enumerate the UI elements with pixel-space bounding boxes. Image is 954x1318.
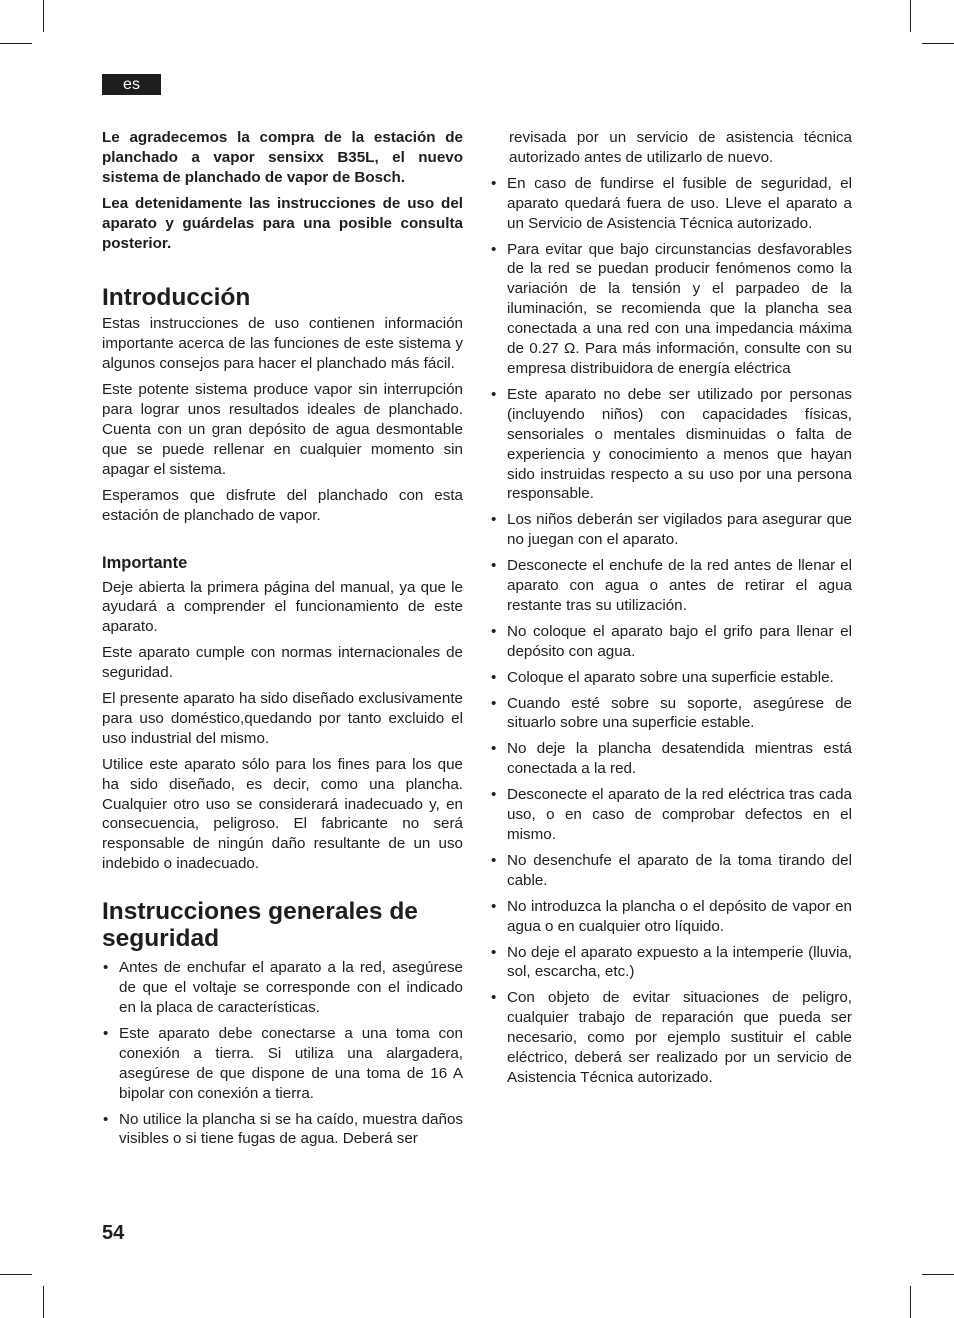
- paragraph: Esperamos que disfrute del planchado con esta estación de planchado de vapor.: [102, 486, 463, 524]
- crop-mark: [43, 1286, 44, 1318]
- heading-introduccion: Introducción: [102, 284, 251, 312]
- page-number: 54: [102, 1222, 125, 1244]
- list-item: • Desconecte el enchufe de la red antes de llenar el aparato con agua o antes de retirar el agua restante tras su utilización.: [490, 556, 852, 616]
- list-item: • No desenchufe el aparato de la toma tirando del cable.: [490, 851, 852, 891]
- heading-importante: Importante: [102, 553, 188, 572]
- crop-mark: [910, 0, 911, 32]
- paragraph: Este potente sistema produce vapor sin interrupción para lograr unos resultados ideales de planchado. Cuenta con un gran depósito de agua desmontable que se puede rellenar en cualquier momento sin apagar el sistema.: [102, 381, 463, 478]
- language-tag: es: [102, 74, 161, 95]
- paragraph: Este aparato cumple con normas internacionales de seguridad.: [102, 644, 463, 682]
- crop-mark: [0, 43, 32, 44]
- list-item: • No deje la plancha desatendida mientras está conectada a la red.: [490, 739, 852, 779]
- paragraph: Deje abierta la primera página del manual, ya que le ayudará a comprender el funcionamiento de este aparato.: [102, 578, 463, 636]
- crop-mark: [922, 43, 954, 44]
- safety-list: [102, 958, 463, 1149]
- list-item: • En caso de fundirse el fusible de seguridad, el aparato quedará fuera de uso. Lleve el aparato a un Servicio de Asistencia Técnica autorizado.: [490, 174, 852, 234]
- intro-thanks: Le agradecemos la compra de la estación de planchado a vapor sensixx B35L, el nuevo sistema de planchado de vapor de Bosch.: [102, 129, 463, 186]
- continuation-text: revisada por un servicio de asistencia técnica autorizado antes de utilizarlo de nuevo.: [509, 129, 852, 166]
- list-item: • Cuando esté sobre su soporte, asegúrese de situarlo sobre una superficie estable.: [490, 694, 852, 734]
- list-item: • Para evitar que bajo circunstancias desfavorables de la red se puedan producir fenómenos como la variación de la tensión y el parpadeo de la iluminación, se recomienda que la plancha sea conectada a una red con una impedancia máxima de 0.27 Ω. Para más información, consulte con su empresa distribuidora de energía eléctrica: [490, 240, 852, 379]
- paragraph: El presente aparato ha sido diseñado exclusivamente para uso doméstico,quedando por tanto excluido el uso industrial del mismo.: [102, 690, 463, 747]
- safety-list-continued: [490, 174, 852, 1088]
- list-item: • Antes de enchufar el aparato a la red, asegúrese de que el voltaje se corresponde con el indicado en la placa de características.: [102, 958, 463, 1018]
- list-item: • Desconecte el aparato de la red eléctrica tras cada uso, o en caso de comprobar defectos en el mismo.: [490, 785, 852, 845]
- list-item: • Este aparato no debe ser utilizado por personas (incluyendo niños) con capacidades físicas, sensoriales o mentales disminuidas o falta de experiencia y conocimiento a menos que hayan sido instruidas respecto a su uso por una persona responsable.: [490, 385, 852, 504]
- list-item: • No coloque el aparato bajo el grifo para llenar el depósito con agua.: [490, 622, 852, 662]
- intro-read-carefully: Lea detenidamente las instrucciones de uso del aparato y guárdelas para una posible consulta posterior.: [102, 194, 463, 252]
- left-column: [102, 128, 463, 1155]
- list-item: • No introduzca la plancha o el depósito de vapor en agua o en cualquier otro líquido.: [490, 897, 852, 937]
- list-item: • Coloque el aparato sobre una superficie estable.: [490, 668, 852, 688]
- list-item: • No deje el aparato expuesto a la intemperie (lluvia, sol, escarcha, etc.): [490, 943, 852, 983]
- paragraph: Estas instrucciones de uso contienen información importante acerca de las funciones de este sistema y algunos consejos para hacer el planchado más fácil.: [102, 315, 463, 373]
- crop-mark: [43, 0, 44, 32]
- crop-mark: [0, 1274, 32, 1275]
- list-item: • No utilice la plancha si se ha caído, muestra daños visibles o si tiene fugas de agua. Deberá ser: [102, 1110, 463, 1150]
- right-column: [490, 128, 852, 1094]
- paragraph: Utilice este aparato sólo para los fines para los que ha sido diseñado, es decir, como una plancha. Cualquier otro uso se considerará inadecuado y, en consecuencia, peligroso. El fabricante no será responsable de ningún daño resultante de un uso indebido o inadecuado.: [102, 755, 463, 873]
- crop-mark: [910, 1286, 911, 1318]
- list-item: • Este aparato debe conectarse a una toma con conexión a tierra. Si utiliza una alargadera, asegúrese de que dispone de una toma de 16 A bipolar con conexión a tierra.: [102, 1024, 463, 1104]
- crop-mark: [922, 1274, 954, 1275]
- list-item: • Con objeto de evitar situaciones de peligro, cualquier trabajo de reparación que pueda ser necesario, como por ejemplo sustituir el cable eléctrico, deberá ser realizado por un servicio de Asistencia Técnica autorizado.: [490, 988, 852, 1088]
- list-item: • Los niños deberán ser vigilados para asegurar que no juegan con el aparato.: [490, 510, 852, 550]
- heading-seguridad: Instrucciones generales de seguridad: [102, 898, 418, 953]
